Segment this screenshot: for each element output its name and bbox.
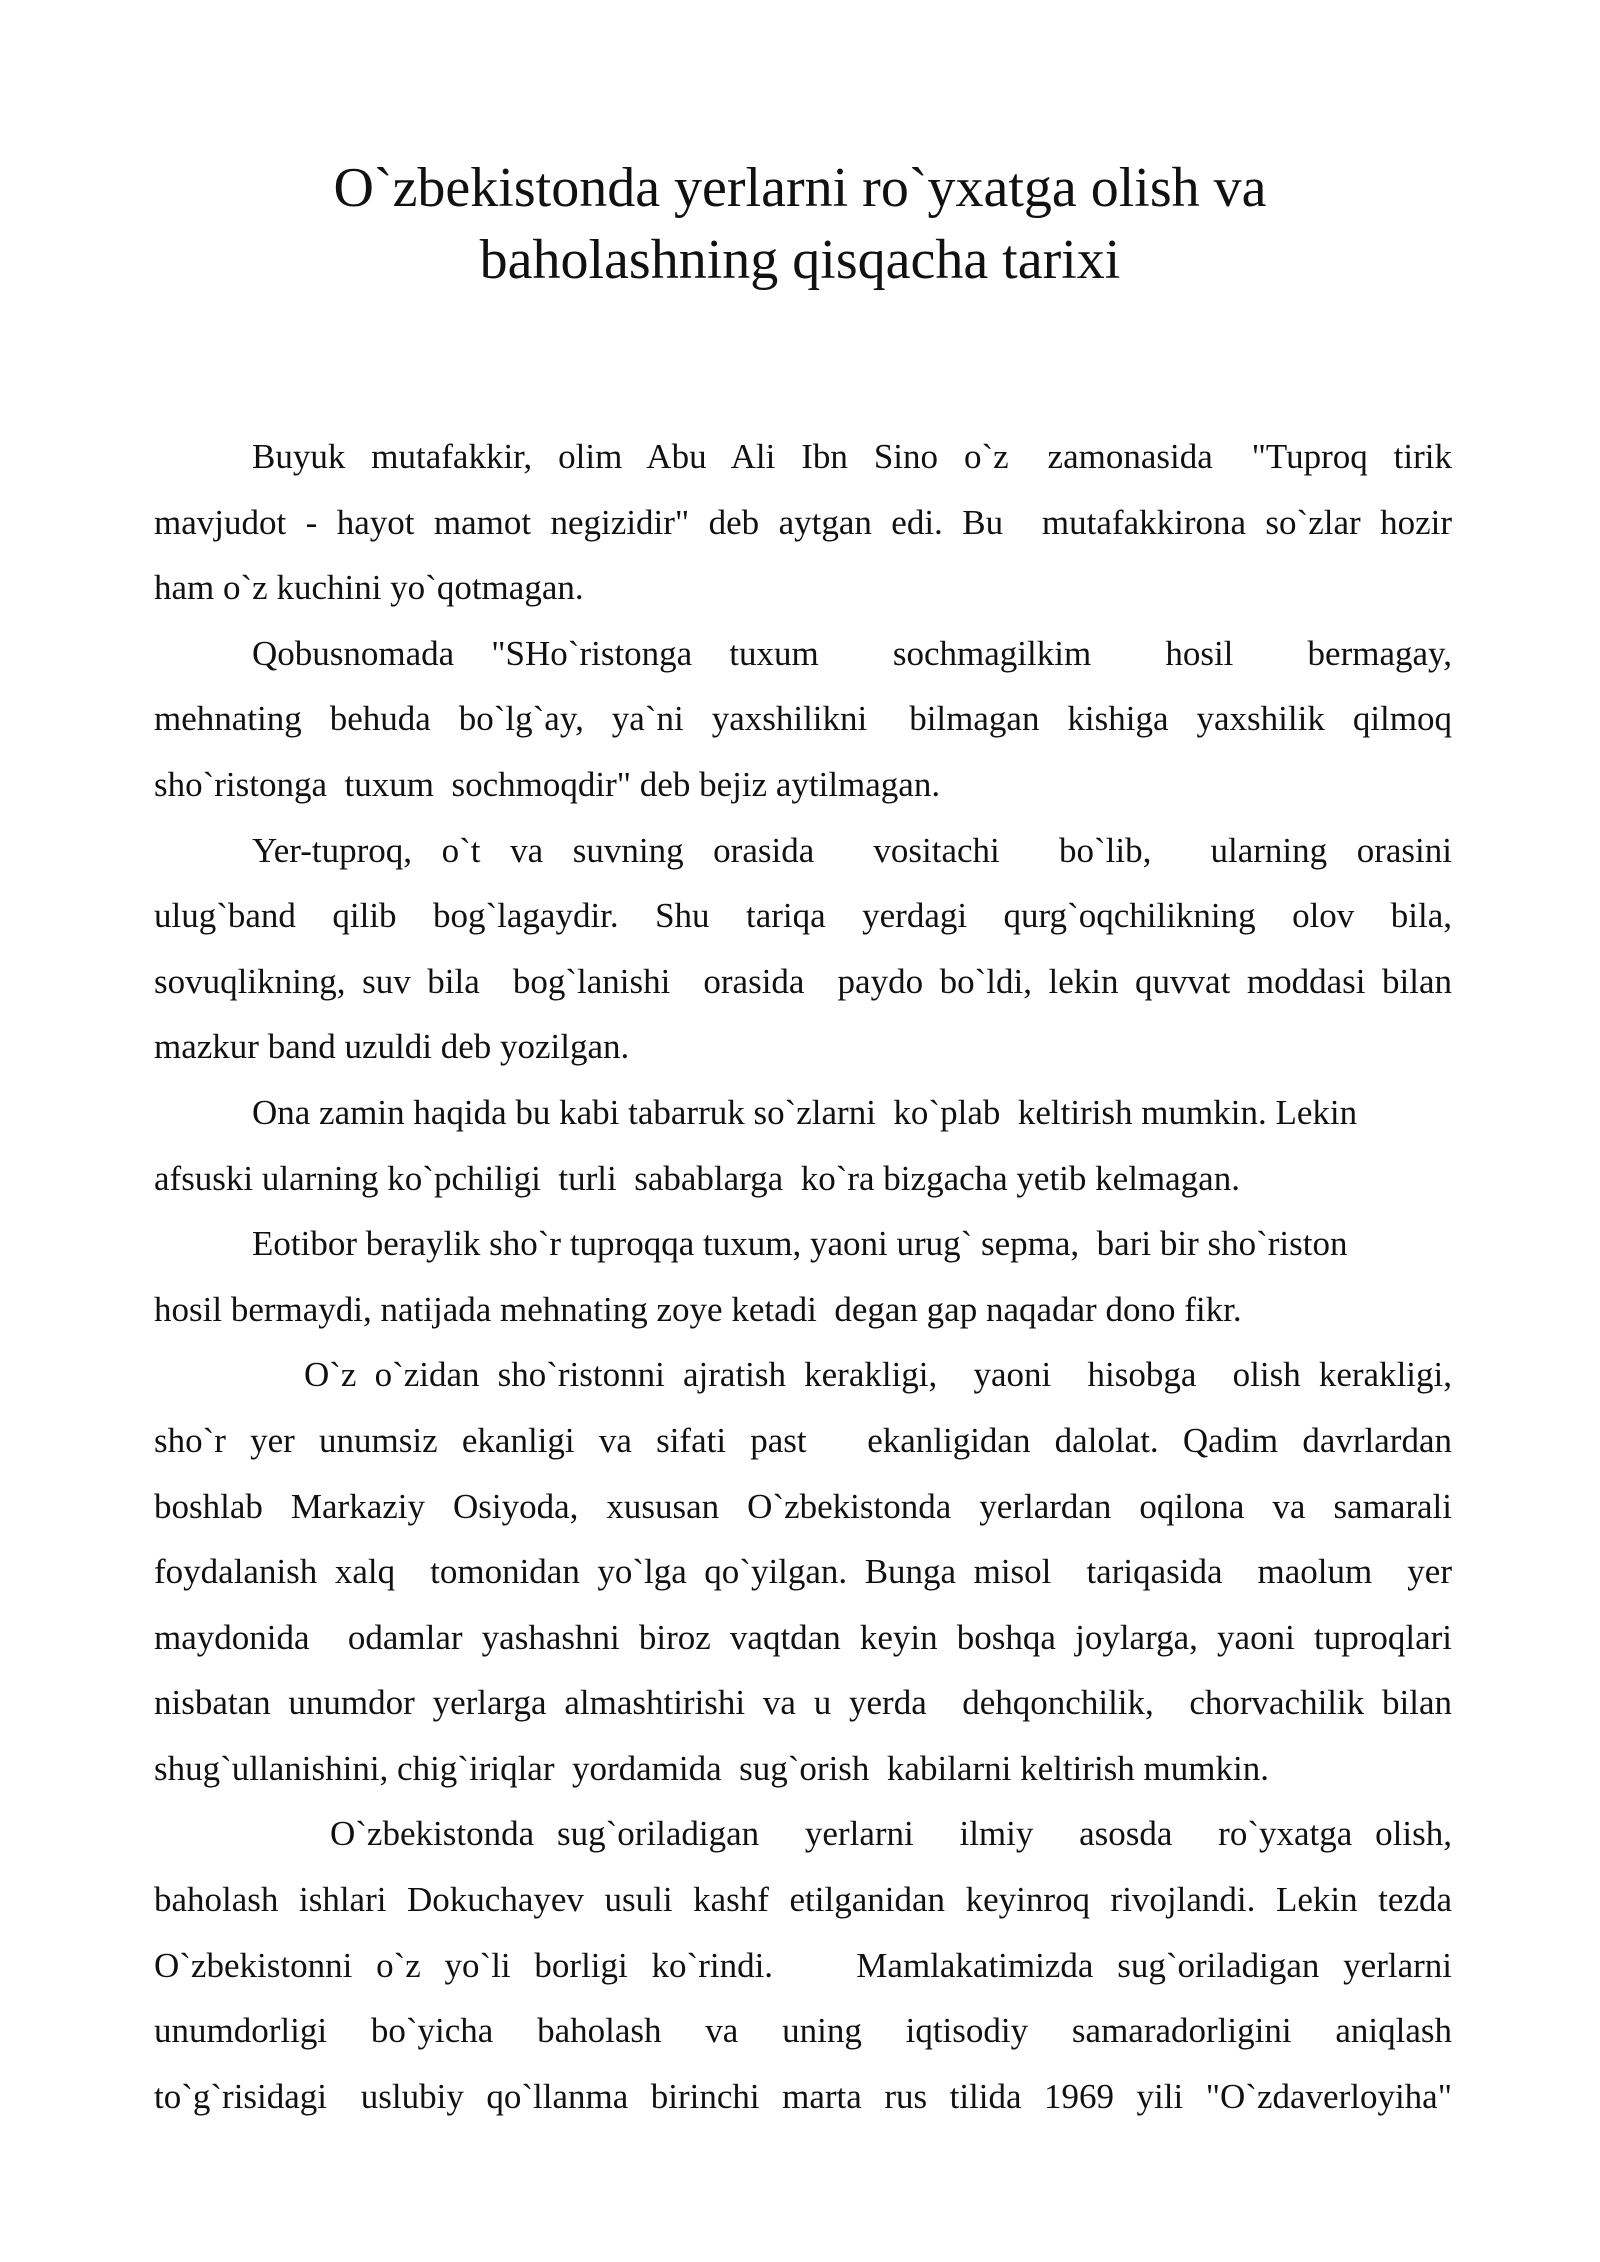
text-line: Eotibor beraylik sho`r tuproqqa tuxum, yaoni urug` sepma, bari bir sho`riston bbox=[252, 1224, 1348, 1264]
text-line: ham o`z kuchini yo`qotmagan. bbox=[154, 568, 584, 608]
text-line: maydonida odamlar yashashni biroz vaqtdan keyin boshqa joylarga, yaoni tuproqlari bbox=[154, 1617, 1452, 1657]
text-line: sho`ristonga tuxum sochmoqdir" deb bejiz aytilmagan. bbox=[154, 764, 941, 804]
text-line: Qobusnomada "SHo`ristonga tuxum sochmagilkim hosil bermagay, bbox=[252, 633, 1452, 673]
text-line: shug`ullanishini, chig`iriqlar yordamida sug`orish kabilarni keltirish mumkin. bbox=[154, 1748, 1269, 1788]
text-line: ulug`band qilib bog`lagaydir. Shu tariqa yerdagi qurg`oqchilikning olov bila, bbox=[154, 896, 1452, 936]
text-line: Ona zamin haqida bu kabi tabarruk so`zlarni ko`plab keltirish mumkin. Lekin bbox=[252, 1092, 1358, 1132]
text-line: O`zbekistonda sug`oriladigan yerlarni ilmiy asosda ro`yxatga olish, bbox=[330, 1814, 1452, 1854]
text-line: boshlab Markaziy Osiyoda, xususan O`zbekistonda yerlardan oqilona va samarali bbox=[154, 1486, 1452, 1526]
text-line: foydalanish xalq tomonidan yo`lga qo`yilgan. Bunga misol tariqasida maolum yer bbox=[154, 1552, 1452, 1592]
text-line: O`zbekistonni o`z yo`li borligi ko`rindi. Mamlakatimizda sug`oriladigan yerlarni bbox=[154, 1945, 1452, 1985]
text-line: mavjudot - hayot mamot negizidir" deb aytgan edi. Bu mutafakkirona so`zlar hozir bbox=[154, 502, 1452, 542]
text-line: sovuqlikning, suv bila bog`lanishi orasida paydo bo`ldi, lekin quvvat moddasi bilan bbox=[154, 961, 1452, 1001]
text-line: Buyuk mutafakkir, olim Abu Ali Ibn Sino o`z zamonasida "Tuproq tirik bbox=[252, 437, 1452, 476]
title-line: baholashning qisqacha tarixi bbox=[479, 229, 1121, 291]
text-line: O`z o`zidan sho`ristonni ajratish kerakligi, yaoni hisobga olish kerakligi, bbox=[304, 1355, 1452, 1395]
title-line: O`zbekistonda yerlarni ro`yxatga olish va bbox=[333, 157, 1267, 219]
text-line: hosil bermaydi, natijada mehnating zoye ketadi degan gap naqadar dono fikr. bbox=[154, 1289, 1242, 1329]
text-line: Yer-tuproq, o`t va suvning orasida vositachi bo`lib, ularning orasini bbox=[252, 830, 1452, 870]
document-body bbox=[154, 424, 1452, 2129]
text-line: sho`r yer unumsiz ekanligi va sifati past ekanligidan dalolat. Qadim davrlardan bbox=[154, 1420, 1452, 1460]
text-line: afsuski ularning ko`pchiligi turli sabablarga ko`ra bizgacha yetib kelmagan. bbox=[154, 1158, 1240, 1198]
text-line: mazkur band uzuldi deb yozilgan. bbox=[154, 1027, 630, 1067]
page-title bbox=[200, 152, 1400, 296]
text-line: nisbatan unumdor yerlarga almashtirishi va u yerda dehqonchilik, chorvachilik bilan bbox=[154, 1683, 1452, 1723]
text-line: to`g`risidagi uslubiy qo`llanma birinchi marta rus tilida 1969 yili "O`zdaverloyiha" bbox=[154, 2076, 1452, 2116]
text-line: baholash ishlari Dokuchayev usuli kashf etilganidan keyinroq rivojlandi. Lekin tezda bbox=[154, 1880, 1452, 1920]
text-line: unumdorligi bo`yicha baholash va uning iqtisodiy samaradorligini aniqlash bbox=[154, 2011, 1452, 2051]
text-line: mehnating behuda bo`lg`ay, ya`ni yaxshilikni bilmagan kishiga yaxshilik qilmoq bbox=[154, 699, 1452, 739]
